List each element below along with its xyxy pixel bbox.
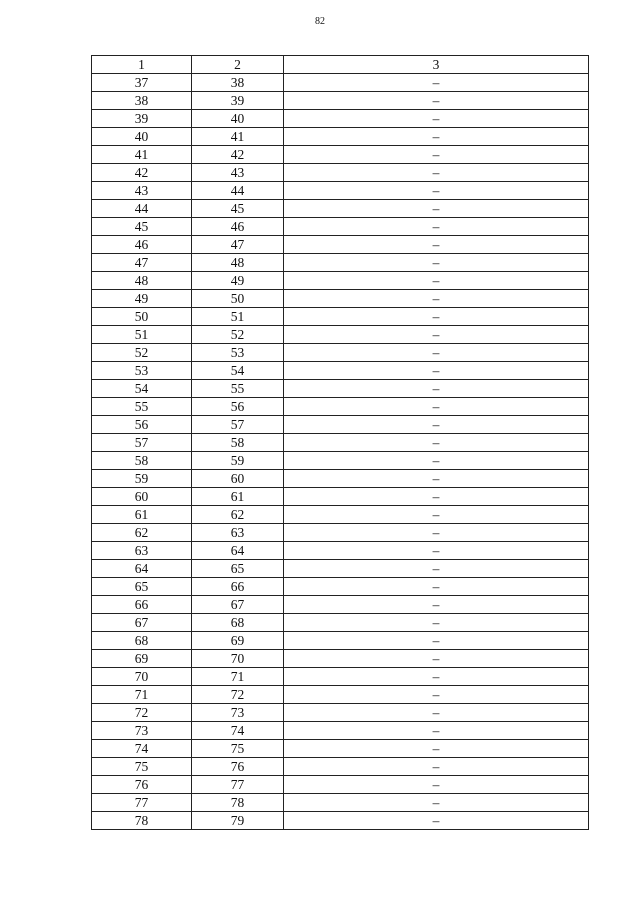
table-cell-col-2: 57 — [192, 416, 284, 434]
table-cell-col-2: 66 — [192, 578, 284, 596]
table-row — [92, 434, 589, 452]
table-cell-col-1: 42 — [92, 164, 192, 182]
table-cell-col-2: 46 — [192, 218, 284, 236]
table-row — [92, 416, 589, 434]
table-row — [92, 596, 589, 614]
table-cell-col-3: – — [284, 632, 589, 650]
table-cell-col-2: 41 — [192, 128, 284, 146]
table-row — [92, 506, 589, 524]
table-cell-col-1: 41 — [92, 146, 192, 164]
table-cell-col-1: 64 — [92, 560, 192, 578]
table-row — [92, 380, 589, 398]
table-row — [92, 272, 589, 290]
table-row — [92, 524, 589, 542]
table-cell-col-3: – — [284, 164, 589, 182]
table-cell-col-2: 40 — [192, 110, 284, 128]
table-cell-col-3: – — [284, 776, 589, 794]
table-cell-col-2: 72 — [192, 686, 284, 704]
data-table — [91, 55, 589, 830]
table-cell-col-1: 53 — [92, 362, 192, 380]
table-cell-col-1: 49 — [92, 290, 192, 308]
table-cell-col-1: 62 — [92, 524, 192, 542]
table-cell-col-1: 46 — [92, 236, 192, 254]
table-cell-col-3: – — [284, 758, 589, 776]
table-cell-col-2: 65 — [192, 560, 284, 578]
table-row — [92, 308, 589, 326]
table-cell-col-1: 74 — [92, 740, 192, 758]
table-cell-col-3: – — [284, 650, 589, 668]
table-row — [92, 344, 589, 362]
table-cell-col-3: – — [284, 560, 589, 578]
table-cell-col-3: – — [284, 416, 589, 434]
table-cell-col-1: 55 — [92, 398, 192, 416]
table-header — [92, 56, 589, 74]
table-cell-col-2: 78 — [192, 794, 284, 812]
table-cell-col-1: 57 — [92, 434, 192, 452]
table-cell-col-1: 40 — [92, 128, 192, 146]
table-row — [92, 218, 589, 236]
table-cell-col-1: 65 — [92, 578, 192, 596]
table-cell-col-2: 58 — [192, 434, 284, 452]
table-cell-col-1: 71 — [92, 686, 192, 704]
table-cell-col-2: 52 — [192, 326, 284, 344]
table-cell-col-2: 70 — [192, 650, 284, 668]
table-row — [92, 74, 589, 92]
table-cell-col-2: 54 — [192, 362, 284, 380]
table-row — [92, 200, 589, 218]
table-cell-col-1: 69 — [92, 650, 192, 668]
header-row — [92, 56, 589, 74]
table-cell-col-2: 55 — [192, 380, 284, 398]
table-body — [92, 74, 589, 830]
table-row — [92, 488, 589, 506]
page-number: 82 — [315, 16, 325, 27]
table-cell-col-3: – — [284, 794, 589, 812]
table-row — [92, 146, 589, 164]
table-cell-col-3: – — [284, 506, 589, 524]
table-row — [92, 290, 589, 308]
table-row — [92, 452, 589, 470]
table-cell-col-3: – — [284, 596, 589, 614]
table-cell-col-3: – — [284, 146, 589, 164]
table-row — [92, 668, 589, 686]
table-cell-col-3: – — [284, 236, 589, 254]
table-cell-col-1: 54 — [92, 380, 192, 398]
table-row — [92, 686, 589, 704]
table-cell-col-3: – — [284, 110, 589, 128]
table-cell-col-3: – — [284, 182, 589, 200]
table-row — [92, 560, 589, 578]
table-cell-col-2: 59 — [192, 452, 284, 470]
table-cell-col-3: – — [284, 362, 589, 380]
table-cell-col-1: 72 — [92, 704, 192, 722]
table-cell-col-1: 51 — [92, 326, 192, 344]
table-cell-col-1: 52 — [92, 344, 192, 362]
table-row — [92, 92, 589, 110]
table-row — [92, 650, 589, 668]
table-cell-col-3: – — [284, 740, 589, 758]
table-cell-col-2: 75 — [192, 740, 284, 758]
table-cell-col-2: 67 — [192, 596, 284, 614]
table-cell-col-2: 62 — [192, 506, 284, 524]
table-cell-col-2: 50 — [192, 290, 284, 308]
table-row — [92, 614, 589, 632]
table-cell-col-1: 63 — [92, 542, 192, 560]
table-cell-col-1: 66 — [92, 596, 192, 614]
table-row — [92, 812, 589, 830]
table-cell-col-1: 47 — [92, 254, 192, 272]
table-cell-col-1: 68 — [92, 632, 192, 650]
table-cell-col-1: 75 — [92, 758, 192, 776]
table-row — [92, 632, 589, 650]
table-cell-col-2: 38 — [192, 74, 284, 92]
table-cell-col-2: 77 — [192, 776, 284, 794]
table-row — [92, 740, 589, 758]
table-row — [92, 470, 589, 488]
table-cell-col-3: – — [284, 704, 589, 722]
table-cell-col-3: – — [284, 254, 589, 272]
table-cell-col-1: 78 — [92, 812, 192, 830]
table-cell-col-3: – — [284, 380, 589, 398]
table-row — [92, 776, 589, 794]
table-cell-col-2: 42 — [192, 146, 284, 164]
table-cell-col-2: 47 — [192, 236, 284, 254]
table-cell-col-3: – — [284, 200, 589, 218]
table-cell-col-2: 60 — [192, 470, 284, 488]
table-cell-col-1: 58 — [92, 452, 192, 470]
table-cell-col-1: 59 — [92, 470, 192, 488]
table-cell-col-2: 73 — [192, 704, 284, 722]
table-row — [92, 110, 589, 128]
table-cell-col-2: 39 — [192, 92, 284, 110]
table-row — [92, 758, 589, 776]
table-cell-col-3: – — [284, 524, 589, 542]
table-cell-col-1: 37 — [92, 74, 192, 92]
table-cell-col-2: 63 — [192, 524, 284, 542]
table-cell-col-2: 48 — [192, 254, 284, 272]
table-row — [92, 794, 589, 812]
table-row — [92, 578, 589, 596]
table-cell-col-3: – — [284, 290, 589, 308]
table-row — [92, 398, 589, 416]
table-cell-col-1: 60 — [92, 488, 192, 506]
table-cell-col-2: 49 — [192, 272, 284, 290]
table-cell-col-3: – — [284, 542, 589, 560]
table-cell-col-1: 50 — [92, 308, 192, 326]
table-cell-col-3: – — [284, 578, 589, 596]
table-cell-col-3: – — [284, 272, 589, 290]
table-cell-col-2: 79 — [192, 812, 284, 830]
table-cell-col-3: – — [284, 488, 589, 506]
table-cell-col-3: – — [284, 668, 589, 686]
table-cell-col-1: 44 — [92, 200, 192, 218]
table-row — [92, 326, 589, 344]
table-cell-col-3: – — [284, 686, 589, 704]
table-cell-col-2: 69 — [192, 632, 284, 650]
table-cell-col-3: – — [284, 326, 589, 344]
table-row — [92, 254, 589, 272]
table-cell-col-2: 61 — [192, 488, 284, 506]
table-row — [92, 182, 589, 200]
table-cell-col-2: 64 — [192, 542, 284, 560]
column-header-2: 2 — [192, 56, 284, 74]
table-cell-col-2: 45 — [192, 200, 284, 218]
table-cell-col-3: – — [284, 614, 589, 632]
table-cell-col-1: 77 — [92, 794, 192, 812]
table-cell-col-1: 76 — [92, 776, 192, 794]
table-cell-col-2: 56 — [192, 398, 284, 416]
table-cell-col-3: – — [284, 452, 589, 470]
table-cell-col-1: 73 — [92, 722, 192, 740]
table-cell-col-3: – — [284, 218, 589, 236]
table-cell-col-1: 38 — [92, 92, 192, 110]
table-row — [92, 542, 589, 560]
table-cell-col-2: 53 — [192, 344, 284, 362]
table-cell-col-1: 39 — [92, 110, 192, 128]
table-cell-col-2: 71 — [192, 668, 284, 686]
column-header-1: 1 — [92, 56, 192, 74]
table-row — [92, 128, 589, 146]
table-cell-col-1: 70 — [92, 668, 192, 686]
table-cell-col-2: 43 — [192, 164, 284, 182]
table-row — [92, 164, 589, 182]
table-cell-col-1: 56 — [92, 416, 192, 434]
table-cell-col-3: – — [284, 92, 589, 110]
table-cell-col-3: – — [284, 128, 589, 146]
table-cell-col-2: 76 — [192, 758, 284, 776]
table-cell-col-3: – — [284, 722, 589, 740]
table-cell-col-3: – — [284, 434, 589, 452]
table-row — [92, 236, 589, 254]
table-cell-col-3: – — [284, 470, 589, 488]
table-cell-col-3: – — [284, 398, 589, 416]
table-cell-col-1: 67 — [92, 614, 192, 632]
table-cell-col-1: 45 — [92, 218, 192, 236]
table-cell-col-1: 48 — [92, 272, 192, 290]
table-cell-col-3: – — [284, 344, 589, 362]
table-cell-col-1: 61 — [92, 506, 192, 524]
table-cell-col-2: 74 — [192, 722, 284, 740]
table-cell-col-2: 68 — [192, 614, 284, 632]
table-row — [92, 722, 589, 740]
column-header-3: 3 — [284, 56, 589, 74]
table-cell-col-3: – — [284, 308, 589, 326]
table-cell-col-1: 43 — [92, 182, 192, 200]
table-row — [92, 704, 589, 722]
table-cell-col-3: – — [284, 74, 589, 92]
table-cell-col-2: 44 — [192, 182, 284, 200]
table-row — [92, 362, 589, 380]
table-cell-col-3: – — [284, 812, 589, 830]
table-cell-col-2: 51 — [192, 308, 284, 326]
